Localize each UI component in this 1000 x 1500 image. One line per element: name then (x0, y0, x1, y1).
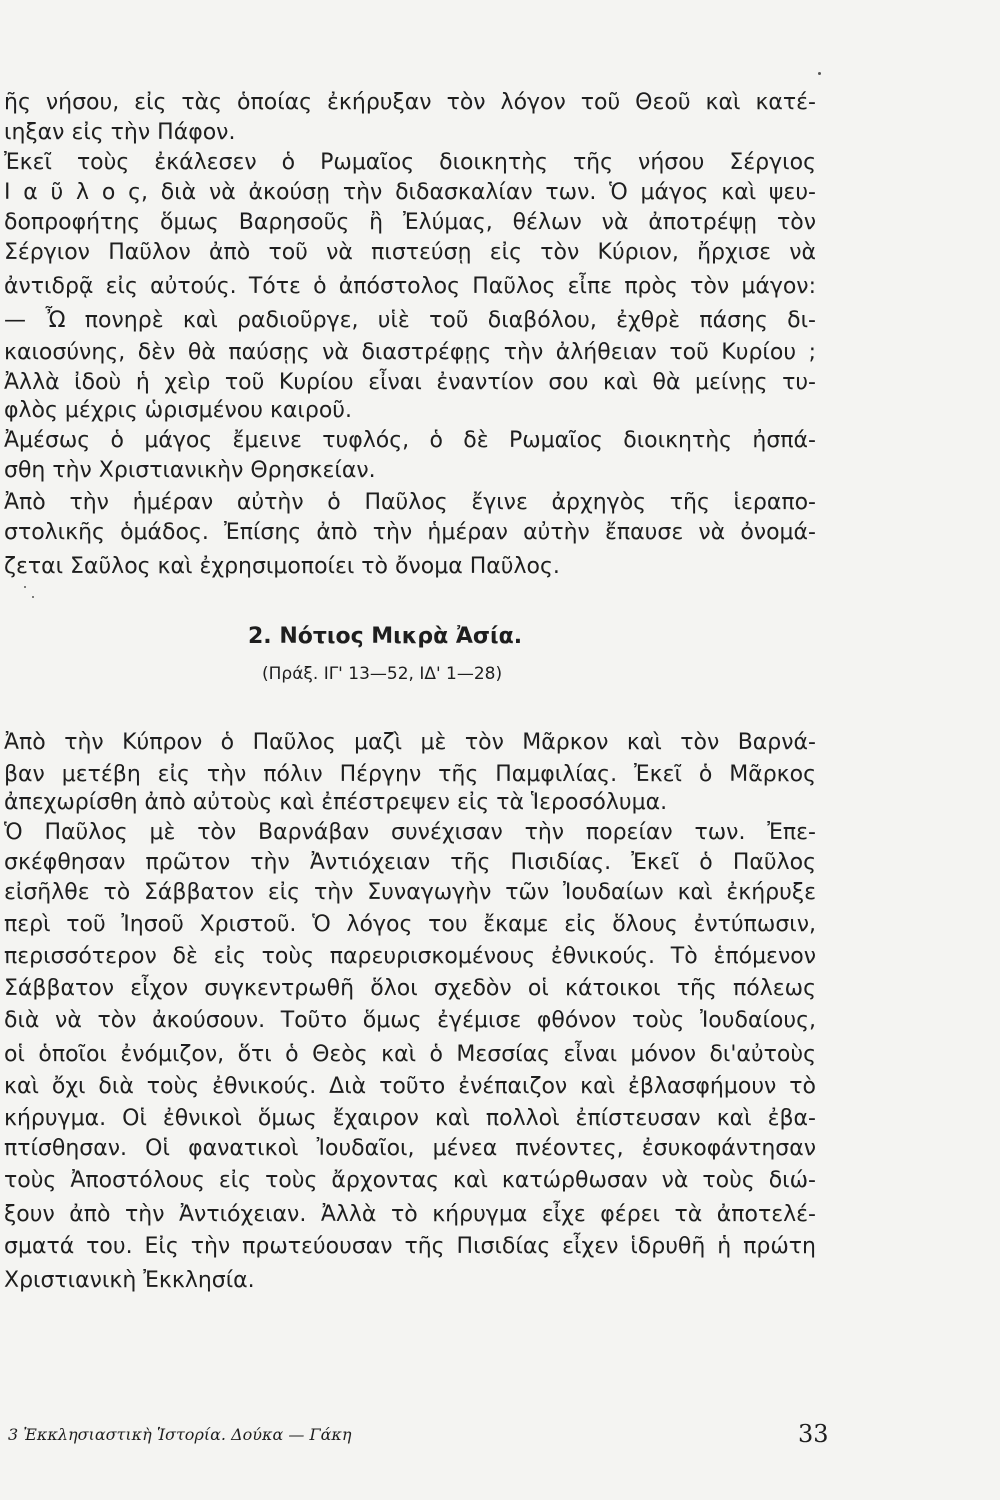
text-line: πτίσθησαν. Οἱ φανατικοὶ Ἰουδαῖοι, μένεα πνέοντες, ἐσυκοφάντησαν (4, 1136, 816, 1161)
text-line: ῆς νήσου, εἰς τὰς ὁποίας ἐκήρυξαν τὸν λόγον τοῦ Θεοῦ καὶ κατέ- (4, 90, 816, 115)
text-line: ἀπεχωρίσθη ἀπὸ αὐτοὺς καὶ ἐπέστρεψεν εἰς τὰ Ἱεροσόλυμα. (4, 790, 668, 815)
text-line: καὶ ὄχι διὰ τοὺς ἐθνικούς. Διὰ τοῦτο ἐνέπαιζον καὶ ἐβλασφήμουν τὸ (4, 1074, 816, 1099)
print-speck (24, 586, 26, 588)
text-line: Ἀπὸ τὴν ἡμέραν αὐτὴν ὁ Παῦλος ἔγινε ἀρχηγὸς τῆς ἱεραπο- (4, 490, 816, 515)
text-line: περισσότερον δὲ εἰς τοὺς παρευρισκομένους ἐθνικούς. Τὸ ἑπόμενον (4, 944, 816, 969)
text-line: Ἐκεῖ τοὺς ἐκάλεσεν ὁ Ρωμαῖος διοικητὴς τῆς νήσου Σέργιος (4, 150, 816, 175)
print-speck (818, 72, 821, 75)
text-line: δοπροφήτης ὅμως Βαρησοῦς ἢ Ἐλύμας, θέλων νὰ ἀποτρέψῃ τὸν (4, 210, 816, 235)
text-line: περὶ τοῦ Ἰησοῦ Χριστοῦ. Ὁ λόγος του ἔκαμε εἰς ὅλους ἐντύπωσιν, (4, 912, 816, 937)
footer-signature: 3 Ἐκκλησιαστικὴ Ἱστορία. Δούκα — Γάκη (8, 1425, 352, 1444)
section-heading: 2. Νότιος Μικρὰ Ἀσία. (248, 624, 523, 649)
text-line: Ι α ῦ λ ο ς, διὰ νὰ ἀκούσῃ τὴν διδασκαλίαν των. Ὁ μάγος καὶ ψευ- (4, 180, 816, 205)
text-line: σθη τὴν Χριστιανικὴν Θρησκείαν. (4, 458, 376, 483)
text-line: εἰσῆλθε τὸ Σάββατον εἰς τὴν Συναγωγὴν τῶν Ἰουδαίων καὶ ἐκήρυξε (4, 880, 816, 905)
text-line: κήρυγμα. Οἱ ἐθνικοὶ ὅμως ἔχαιρον καὶ πολλοὶ ἐπίστευσαν καὶ ἐβα- (4, 1106, 816, 1131)
text-line: φλὸς μέχρις ὡρισμένου καιροῦ. (4, 398, 353, 423)
text-line: ξουν ἀπὸ τὴν Ἀντιόχειαν. Ἀλλὰ τὸ κήρυγμα εἶχε φέρει τὰ ἀποτελέ- (4, 1202, 816, 1227)
text-line: οἱ ὁποῖοι ἐνόμιζον, ὅτι ὁ Θεὸς καὶ ὁ Μεσσίας εἶναι μόνον δι'αὐτοὺς (4, 1042, 816, 1067)
text-line: Σέργιον Παῦλον ἀπὸ τοῦ νὰ πιστεύσῃ εἰς τὸν Κύριον, ἤρχισε νὰ (4, 240, 816, 265)
text-line: ζεται Σαῦλος καὶ ἐχρησιμοποίει τὸ ὄνομα Παῦλος. (4, 554, 560, 579)
print-speck (32, 596, 34, 598)
text-line: — Ὦ πονηρὲ καὶ ραδιοῦργε, υἱὲ τοῦ διαβόλου, ἐχθρὲ πάσης δι- (4, 308, 816, 333)
page-number: 33 (798, 1420, 829, 1448)
text-line: Ἀμέσως ὁ μάγος ἔμεινε τυφλός, ὁ δὲ Ρωμαῖος διοικητὴς ἠσπά- (4, 428, 816, 453)
text-line: διὰ νὰ τὸν ἀκούσουν. Τοῦτο ὅμως ἐγέμισε φθόνον τοὺς Ἰουδαίους, (4, 1008, 816, 1033)
text-line: Ὁ Παῦλος μὲ τὸν Βαρνάβαν συνέχισαν τὴν πορείαν των. Ἐπε- (4, 820, 816, 845)
text-line: ἀντιδρᾷ εἰς αὐτούς. Τότε ὁ ἀπόστολος Παῦλος εἶπε πρὸς τὸν μάγον: (4, 274, 816, 299)
text-line: Ἀπὸ τὴν Κύπρον ὁ Παῦλος μαζὶ μὲ τὸν Μᾶρκον καὶ τὸν Βαρνά- (4, 730, 816, 755)
text-line: σματά του. Εἰς τὴν πρωτεύουσαν τῆς Πισιδίας εἶχεν ἱδρυθῆ ἡ πρώτη (4, 1234, 816, 1259)
text-line: βαν μετέβη εἰς τὴν πόλιν Πέργην τῆς Παμφιλίας. Ἐκεῖ ὁ Μᾶρκος (4, 762, 816, 787)
section-reference: (Πράξ. ΙΓ' 13—52, ΙΔ' 1—28) (262, 664, 503, 684)
text-line: ιηξαν εἰς τὴν Πάφον. (4, 120, 236, 145)
text-line: Ἀλλὰ ἰδοὺ ἡ χεὶρ τοῦ Κυρίου εἶναι ἐναντίον σου καὶ θὰ μείνῃς τυ- (4, 370, 816, 395)
text-line: σκέφθησαν πρῶτον τὴν Ἀντιόχειαν τῆς Πισιδίας. Ἐκεῖ ὁ Παῦλος (4, 850, 816, 875)
text-line: καιοσύνης, δὲν θὰ παύσῃς νὰ διαστρέφῃς τὴν ἀλήθειαν τοῦ Κυρίου ; (4, 340, 816, 365)
text-line: στολικῆς ὁμάδος. Ἐπίσης ἀπὸ τὴν ἡμέραν αὐτὴν ἔπαυσε νὰ ὀνομά- (4, 520, 816, 545)
text-line: Χριστιανικὴ Ἐκκλησία. (4, 1268, 255, 1293)
text-line: Σάββατον εἶχον συγκεντρωθῆ ὅλοι σχεδὸν οἱ κάτοικοι τῆς πόλεως (4, 976, 816, 1001)
text-line: τοὺς Ἀποστόλους εἰς τοὺς ἄρχοντας καὶ κατώρθωσαν νὰ τοὺς διώ- (4, 1168, 816, 1193)
